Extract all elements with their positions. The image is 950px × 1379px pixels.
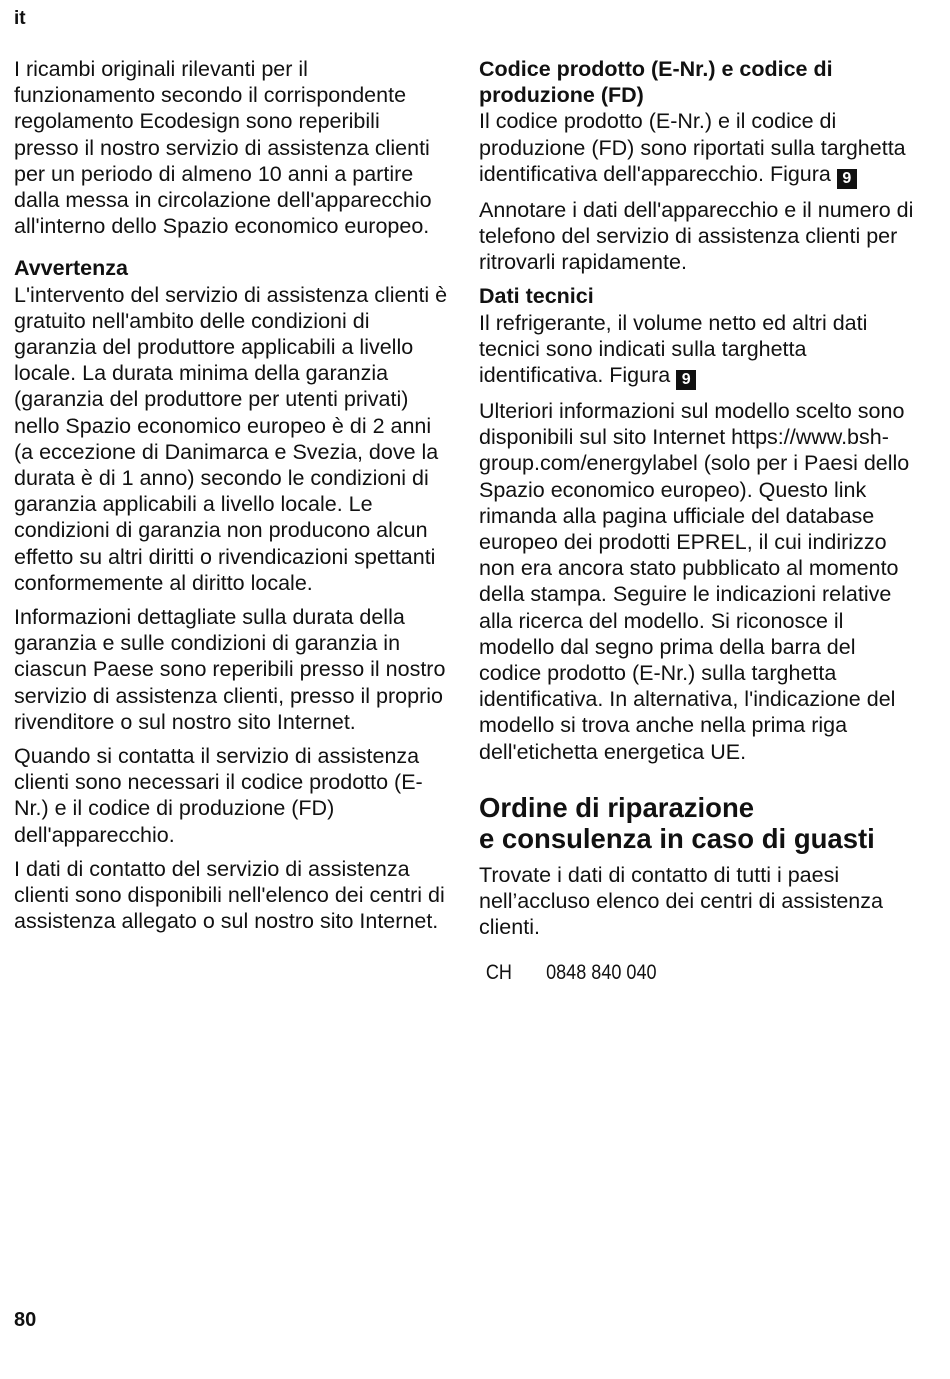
figure-reference-badge: 9 [676, 370, 696, 390]
warning-heading: Avvertenza [14, 256, 128, 281]
warranty-info-paragraph: Informazioni dettagliate sulla durata della garanzia e sulle condizioni di garanzia in ciascun Paese sono reperibili presso il nostro servizio di assistenza clienti, presso il proprio rivenditore o sul nostro sito Internet. [14, 605, 446, 734]
technical-data-paragraph [479, 310, 919, 390]
technical-data-text: Il refrigerante, il volume netto ed altri dati tecnici sono indicati sulla targhetta identificativa. Figura [479, 310, 868, 388]
technical-data-heading: Dati tecnici [479, 284, 594, 309]
repair-section-title [479, 792, 919, 854]
contact-phone-number: 0848 840 040 [546, 961, 657, 985]
spare-parts-paragraph: I ricambi originali rilevanti per il funzionamento secondo il corrispondente regolamento Ecodesign sono reperibili presso il nostro servizio di assistenza clienti per un periodo di almeno 10 anni a partire dalla messa in circolazione dell'apparecchio all'interno dello Spazio economico europeo. [14, 57, 432, 239]
language-label: it [14, 8, 26, 29]
section-title-line-1: Ordine di riparazione [479, 791, 755, 823]
left-column [14, 56, 449, 943]
page-number: 80 [14, 1309, 37, 1331]
contact-row [479, 960, 857, 986]
warranty-paragraph: L'intervento del servizio di assistenza clienti è gratuito nell'ambito delle condizioni di garanzia del produttore applicabili a livello locale. La durata minima della garanzia (garanzia del produttore per utenti privati) nello Spazio economico europeo è di 2 anni (a eccezione di Danimarca e Svezia, dove la durata è di 1 anno) secondo le condizioni di garanzia applicabili a livello locale. Le condizioni di garanzia non producono alcun effetto su altri diritti o rivendicazioni spettanti conformemente al diritto locale. [14, 282, 448, 595]
product-code-text: Il codice prodotto (E-Nr.) e il codice di produzione (FD) sono riportati sulla targhetta identificativa dell'apparecchio. Figura [479, 109, 906, 186]
more-info-paragraph: Ulteriori informazioni sul modello scelto sono disponibili sul sito Internet https://www.bsh-group.com/energylabel (solo per i Paesi dello Spazio economico europeo). Questo link rimanda alla pagina ufficiale del database europeo dei prodotti EPREL, il cui indirizzo non era ancora stato pubblicato al momento della stampa. Seguire le indicazioni relative alla ricerca del modello. Si riconosce il modello dal segno prima della barra del codice prodotto (E-Nr.) sulla targhetta identificativa. In alternativa, l'indicazione del modello si trova anche nella prima riga dell'etichetta energetica UE. [479, 399, 910, 764]
contact-data-paragraph: I dati di contatto del servizio di assistenza clienti sono disponibili nell'elenco dei centri di assistenza allegato o sul nostro sito Internet. [14, 856, 445, 934]
contact-requirements-paragraph: Quando si contatta il servizio di assistenza clienti sono necessari il codice prodotto (E-Nr.) e il codice di produzione (FD) dell'apparecchio. [14, 744, 423, 847]
product-code-heading: Codice prodotto (E-Nr.) e codice di produzione (FD) [479, 57, 833, 108]
figure-reference-badge: 9 [837, 169, 857, 189]
repair-section-paragraph: Trovate i dati di contatto di tutti i paesi nell’accluso elenco dei centri di assistenza clienti. [479, 862, 883, 940]
product-code-paragraph [479, 108, 919, 188]
section-title-line-2: e consulenza in caso di guasti [479, 822, 875, 854]
contact-country-code: CH [485, 961, 512, 985]
right-column [479, 56, 919, 987]
note-paragraph: Annotare i dati dell'apparecchio e il numero di telefono del servizio di assistenza clienti per ritrovarli rapidamente. [479, 197, 914, 275]
